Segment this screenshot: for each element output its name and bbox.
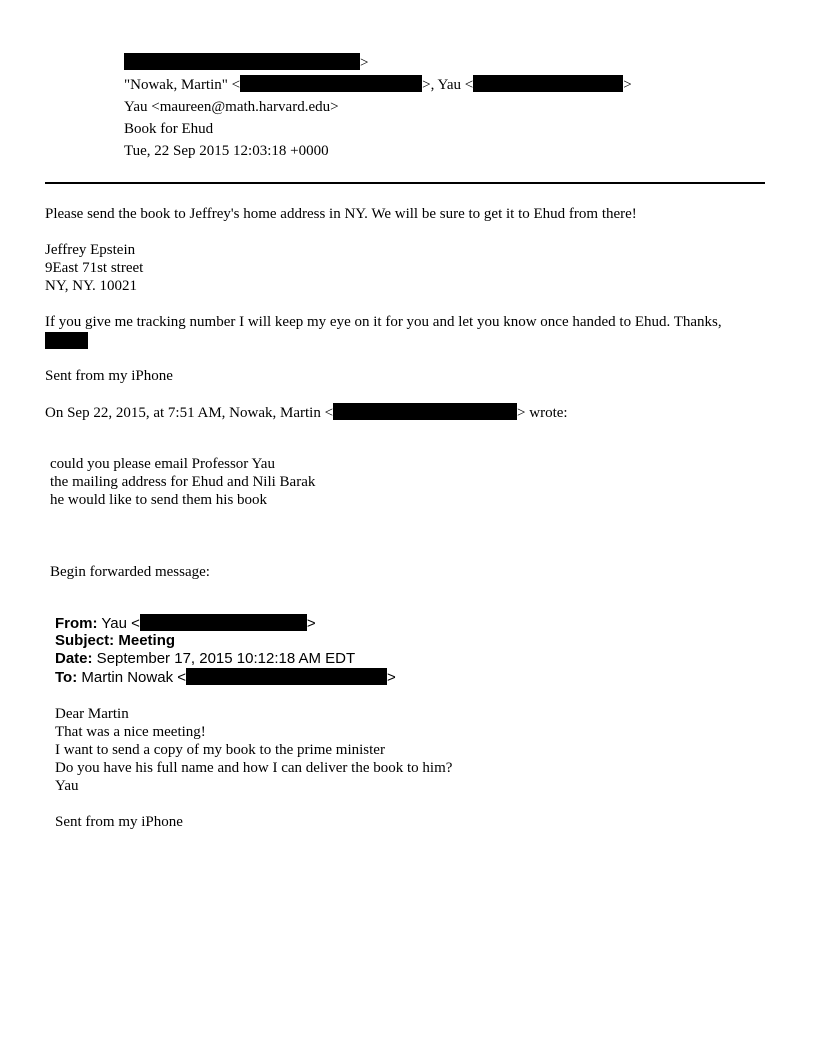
fwd-from-suffix: > xyxy=(306,615,316,632)
fwd-from-label: From: xyxy=(55,615,98,632)
subject-value: Book for Ehud xyxy=(124,121,214,137)
redaction-block xyxy=(240,75,422,92)
fwd-sent-from-iphone: Sent from my iPhone xyxy=(55,814,183,830)
sent-from-iphone: Sent from my iPhone xyxy=(45,368,173,384)
address-city: NY, NY. 10021 xyxy=(45,278,137,294)
begin-forwarded-message: Begin forwarded message: xyxy=(50,564,210,580)
to-suffix: > xyxy=(623,77,632,93)
quoted-line-3: he would like to send them his book xyxy=(50,492,268,508)
body-line-1: Please send the book to Jeffrey's home address in NY. We will be sure to get it to Ehud from there! xyxy=(45,206,637,222)
quoted-line-2: the mailing address for Ehud and Nili Barak xyxy=(50,474,316,490)
fwd-subject-label: Subject: xyxy=(55,632,115,649)
fwd-body-line-5: Yau xyxy=(55,778,79,794)
fwd-to-prefix: Martin Nowak < xyxy=(77,669,187,686)
from-suffix: > xyxy=(360,55,369,71)
redaction-block xyxy=(473,75,623,92)
quote-intro-suffix: > wrote: xyxy=(517,405,568,421)
fwd-to-label: To: xyxy=(55,669,78,686)
redaction-block xyxy=(140,614,307,631)
to-mid: >, Yau < xyxy=(422,77,474,93)
date-value: Tue, 22 Sep 2015 12:03:18 +0000 xyxy=(124,143,329,159)
fwd-from-row xyxy=(55,614,316,633)
tracking-line: If you give me tracking number I will keep my eye on it for you and let you know once handed to Ehud. Thanks, xyxy=(45,314,722,330)
fwd-body-line-1: Dear Martin xyxy=(55,706,129,722)
signature-redaction-block xyxy=(45,332,88,349)
fwd-from-prefix: Yau < xyxy=(97,615,140,632)
to-name: "Nowak, Martin" < xyxy=(124,77,241,93)
from-value xyxy=(124,53,368,73)
header-divider xyxy=(45,182,765,184)
quote-intro-line xyxy=(45,403,568,422)
fwd-body-line-4: Do you have his full name and how I can deliver the book to him? xyxy=(55,760,453,776)
to-value xyxy=(124,75,632,95)
fwd-date-label: Date: xyxy=(55,650,93,667)
fwd-body-line-2: That was a nice meeting! xyxy=(55,724,206,740)
address-name: Jeffrey Epstein xyxy=(45,242,136,258)
redaction-block xyxy=(333,403,517,420)
quote-intro-prefix: On Sep 22, 2015, at 7:51 AM, Nowak, Martin < xyxy=(45,405,334,421)
fwd-date-row xyxy=(55,650,355,668)
fwd-subject-row xyxy=(55,632,175,650)
fwd-date-value: September 17, 2015 10:12:18 AM EDT xyxy=(92,650,356,667)
address-street: 9East 71st street xyxy=(45,260,144,276)
quoted-line-1: could you please email Professor Yau xyxy=(50,456,275,472)
fwd-subject-value: Meeting xyxy=(114,632,176,649)
fwd-to-suffix: > xyxy=(387,669,396,686)
fwd-to-row xyxy=(55,668,396,687)
cc-value: Yau <maureen@math.harvard.edu> xyxy=(124,99,339,115)
redaction-block xyxy=(186,668,387,685)
fwd-body-line-3: I want to send a copy of my book to the prime minister xyxy=(55,742,385,758)
redaction-block xyxy=(124,53,360,70)
